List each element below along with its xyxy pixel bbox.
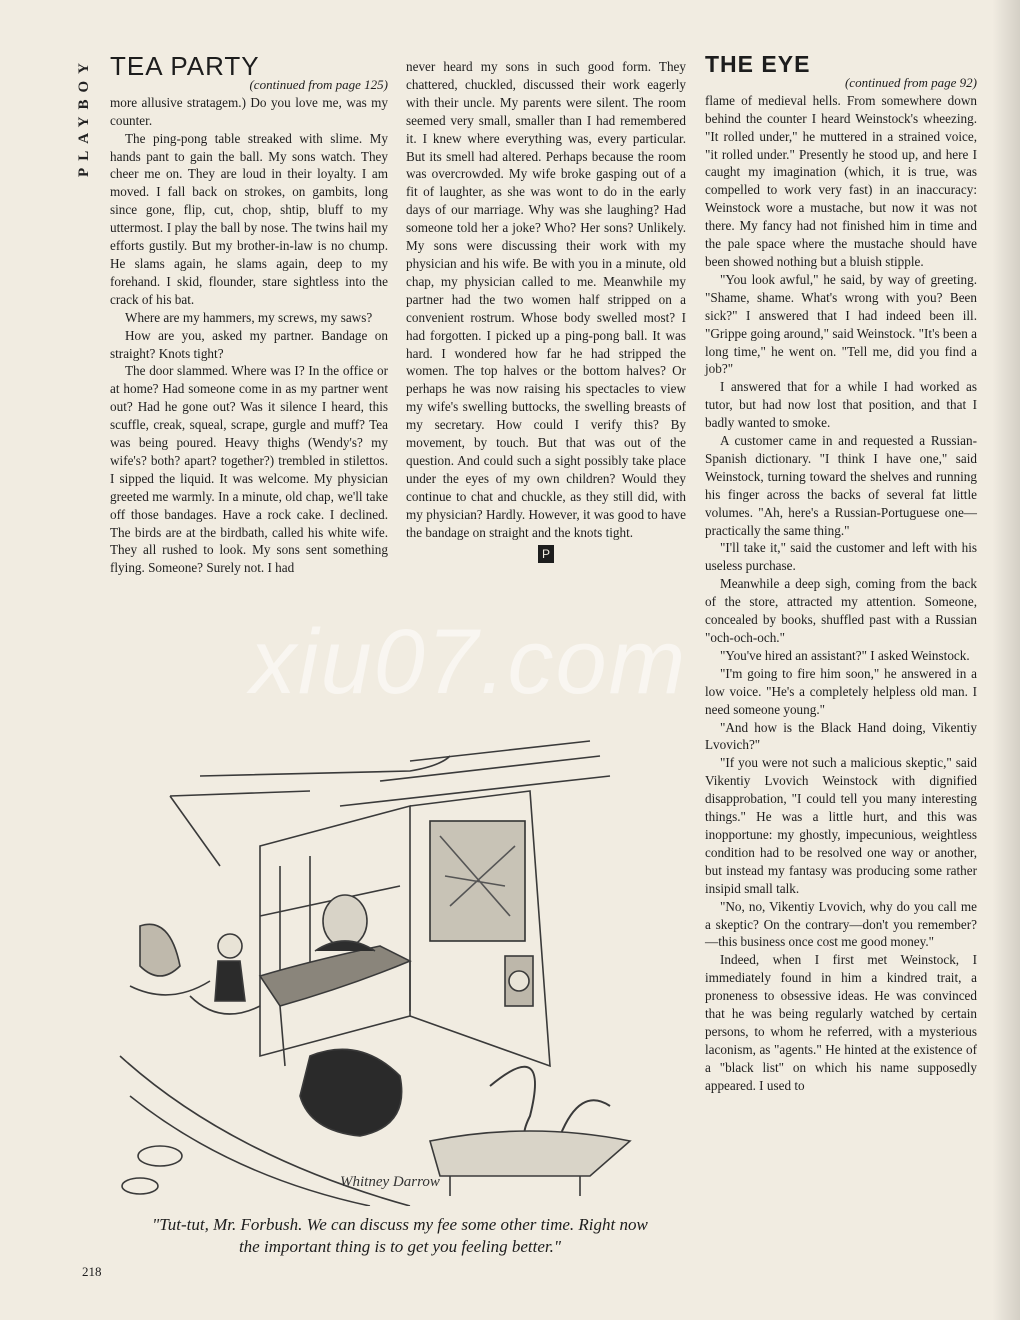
- paragraph: "I'll take it," said the customer and left with his useless purchase.: [705, 540, 977, 574]
- paragraph: "You look awful," he said, by way of greeting. "Shame, shame. What's wrong with you? Been sick?" I answered that I had indeed been ill. "Grippe going around," said Weinstock. "It's been a long time," he went on. "Tell me, did you find a job?": [705, 271, 977, 377]
- paragraph: Meanwhile a deep sigh, coming from the back of the store, attracted my attention. Someone, concealed by books, shuffled past with a Russian "och-och-och.": [705, 576, 977, 645]
- tea-party-title: TEA PARTY: [110, 51, 260, 81]
- cartoonist-signature: Whitney Darrow: [340, 1174, 440, 1190]
- cartoon-caption: "Tut-tut, Mr. Forbush. We can discuss my fee some other time. Right now the important thing is to get you feeling better.": [152, 1215, 648, 1256]
- paragraph: A customer came in and requested a Russian-Spanish dictionary. "I think I have one," said Weinstock, turning toward the shelves and running his finger across the backs of several fat little volumes. "Ah, here's a Russian-Portuguese one—practically the same thing.": [705, 433, 977, 538]
- the-eye-column: [705, 51, 977, 1095]
- paragraph: The door slammed. Where was I? In the office or at home? Had someone come in as my partner went out? Had he gone out? Was it silence I heard, this scuffle, creak, squeal, scrape, gurgle and muff? Tea was being poured. Heavy thighs (Wendy's? my wife's? both? apart? together?) trembled in stilettos. I sipped the liquid. It was welcome. My physician greeted me warmly. In a minute, old chap, we'll take off those bandages. Have a rock cake. I declined. The birds are at the birdbath, called his white wife. They all rushed to look. My sons sent something flying. Someone? Surely not. I had: [110, 363, 388, 576]
- masthead: PLAYBOY: [76, 56, 92, 177]
- cartoon-illustration: [110, 736, 690, 1206]
- paragraph: "I'm going to fire him soon," he answered in a low voice. "He's a completely helpless old man. I need someone young.": [705, 665, 977, 717]
- paragraph: never heard my sons in such good form. They chattered, chuckled, discussed their work eagerly with their uncle. My parents were silent. The room seemed very small, smaller than I had remembered it. I knew where everything was, every particular. But its smell had altered. Perhaps because the room was overcrowded. My wife broke gasping out of a fit of laughter, as she was wont to do in the early days of our marriage. Why was she laughing? Had someone told her a joke? Who? Her sons? Unlikely. My sons were discussing their work with my physician and his wife. Be with you in a minute, old chap, my physician called to me. Meanwhile my partner had the two women half stripped on a convenient rostrum. Whose body swelled most? I had forgotten. I picked up a ping-pong ball. It was hard. I wondered how far he had stripped the women. The top halves or the bottom halves? Or perhaps he was now raising his spectacles to view my wife's swelling buttocks, the swelling breasts of my secretary. How could I verify this? By movement, by touch. But that was out of the question. And could such a sight possibly take place under the eyes of my own children? Would they continue to chat and chuckle, as they still did, with my physician? Hardly. However, it was good to have the bandage on straight and the knots tight.: [406, 59, 686, 540]
- page-edge-shadow: [992, 0, 1020, 1320]
- paragraph: Indeed, when I first met Weinstock, I immediately found in him a kindred trait, a proneness to obsessive ideas. He was convinced that he was being regularly watched by certain persons, to whom he referred, with a mysterious laconism, as "agents." He hinted at the existence of a "black list" on which his name supposedly appeared. I used to: [705, 952, 977, 1093]
- paragraph: "No, no, Vikentiy Lvovich, why do you call me a skeptic? On the contrary—don't you remember?—this business once cost me good money.": [705, 898, 977, 950]
- tea-party-column-1: [110, 51, 388, 577]
- paragraph: "And how is the Black Hand doing, Vikentiy Lvovich?": [705, 719, 977, 753]
- watermark: xiu07.com: [250, 611, 688, 713]
- paragraph: more allusive stratagem.) Do you love me, was my counter.: [110, 94, 388, 128]
- paragraph: "You've hired an assistant?" I asked Weinstock.: [720, 647, 970, 663]
- paragraph: I answered that for a while I had worked as tutor, but had now lost that position, and that I badly wanted to smoke.: [705, 379, 977, 431]
- tea-party-continued: (continued from page 125): [249, 76, 388, 92]
- paragraph: "If you were not such a malicious skeptic," said Vikentiy Lvovich Weinstock with dignified disapprobation, "I could tell you many interesting things." He was a little hurt, and this was inopportune: my ghostly, impecunious, weightless condition had to be resolved one way or another, but instead my fantasy was producing some rather insipid small talk.: [705, 755, 977, 896]
- paragraph: Where are my hammers, my screws, my saws?: [125, 309, 373, 325]
- the-eye-title: THE EYE: [705, 51, 811, 77]
- paragraph: The ping-pong table streaked with slime. My hands pant to gain the ball. My sons watch. They cheer me on. They are loud in their loyalty. I am moved. I fall back on strokes, on gambits, long since gone, flip, cut, chop, shtip, bluff to my uttermost. I play the ball by nose. The twins hail my efforts gustily. But my brother-in-law is no chump. He slams again, he slams again, deep to my forehand. I skid, flounder, stare sightless into the crack of his bat.: [110, 130, 388, 307]
- the-eye-continued: (continued from page 92): [844, 74, 977, 90]
- tea-party-column-2: [406, 58, 686, 563]
- rabbit-end-mark-icon: P: [538, 545, 554, 563]
- page-number: 218: [82, 1264, 102, 1279]
- paragraph: How are you, asked my partner. Bandage on straight? Knots tight?: [110, 327, 388, 361]
- paragraph: flame of medieval hells. From somewhere down behind the counter I heard Weinstock's wheezing. "It rolled under," he muttered in a strained voice, "it rolled under." Presently he stood up, and here I caught my imagination (which, it is true, was compelled to work very fast) in an inaccuracy: Weinstock wore a mustache, but now it was not there. My fancy had not finished him in time and the pale space where the mustache should have been showed nothing but a bluish stipple.: [705, 92, 977, 269]
